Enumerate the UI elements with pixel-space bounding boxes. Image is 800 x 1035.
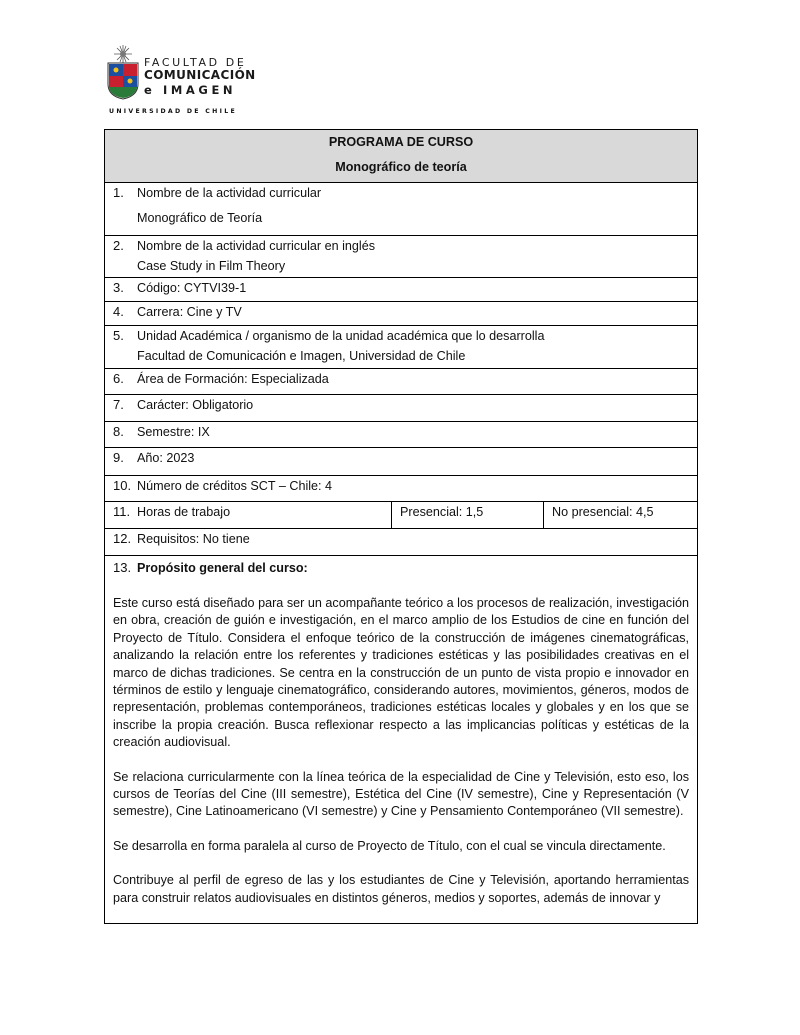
university-crest-icon	[107, 62, 139, 100]
faculty-logo	[107, 42, 257, 122]
academic-unit-value: Facultad de Comunicación e Imagen, Universidad de Chile	[137, 349, 466, 363]
row-work-hours: 11. Horas de trabajo	[105, 502, 392, 529]
logo-line-3: e IMAGEN	[144, 83, 237, 97]
row-course-purpose: 13. Propósito general del curso: Este curso está diseñado para ser un acompañante teórico a los procesos de realización, investigación en obra, creación de guión e investigación, en el marco amplio de los Estudios de cine en función del Proyecto de Título. Considera el enfoque teórico de la construcción de imágenes cinematográficas, analizando la relación entre los referentes y tradiciones estéticas y las posibilidades creativas en el marco de dichas tradiciones. Se centra en la construcción de un punto de vista propio e innovador en términos de estilo y lenguaje cinematográfico, considerando autores, movimientos, géneros, modos de representación, problemas contemporáneos, tradiciones estéticas locales y globales y en los que se inscribe la propia creación. Busca reflexionar respecto a las implicancias políticas y estéticas de la creación audiovisual. Se relaciona curricularmente con la línea teórica de la especialidad de Cine y Televisión, esto eso, los cursos de Teorías del Cine (III semestre), Estética del Cine (IV semestre), Cine y Representación (V semestre), Cine Latinoamericano (VI semestre) y Cine y Pensamiento Contemporáneo (VII semestre). Se desarrolla en forma paralela al curso de Proyecto de Título, con el cual se vincula directamente. Contribuye al perfil de egreso de las y los estudiantes de Cine y Televisión, aportando herramientas para construir relatos audiovisuales en distintos géneros, medios y soportes, además de innovar y	[105, 556, 698, 924]
row-credits: 10. Número de créditos SCT – Chile: 4	[105, 476, 698, 502]
non-presencial-hours: No presencial: 4,5	[544, 502, 698, 529]
row-requirements: 12. Requisitos: No tiene	[105, 529, 698, 556]
star-emblem-icon	[107, 44, 139, 64]
purpose-heading: Propósito general del curso:	[137, 561, 308, 575]
work-hours-label: Horas de trabajo	[137, 505, 231, 519]
credits-text: Número de créditos SCT – Chile: 4	[137, 479, 333, 493]
purpose-paragraph-2: Se relaciona curricularmente con la línea teórica de la especialidad de Cine y Televisión, esto eso, los cursos de Teorías del Cine (III semestre), Estética del Cine (IV semestre), Cine y Representación (V semestre), Cine Latinoamericano (VI semestre) y Cine y Pensamiento Contemporáneo (VII semestre).	[113, 769, 690, 819]
row-character: 7. Carácter: Obligatorio	[105, 395, 698, 422]
row-year: 9. Año: 2023	[105, 448, 698, 476]
table-header	[105, 130, 698, 183]
row-training-area: 6. Área de Formación: Especializada	[105, 369, 698, 395]
activity-name-label: Nombre de la actividad curricular	[137, 186, 322, 200]
purpose-paragraph-3: Se desarrolla en forma paralela al curso de Proyecto de Título, con el cual se vincula directamente.	[113, 838, 666, 853]
activity-name-value: Monográfico de Teoría	[137, 211, 263, 225]
row-academic-unit: 5. Unidad Académica / organismo de la unidad académica que lo desarrolla Facultad de Comunicación e Imagen, Universidad de Chile	[105, 326, 698, 369]
academic-unit-label: Unidad Académica / organismo de la unidad académica que lo desarrolla	[137, 329, 545, 343]
row-code: 3. Código: CYTVI39-1	[105, 278, 698, 302]
english-name-value: Case Study in Film Theory	[137, 259, 286, 273]
program-title: PROGRAMA DE CURSO	[328, 135, 474, 149]
course-program-table	[104, 129, 698, 924]
logo-line-2: COMUNICACIÓN	[144, 68, 256, 82]
logo-line-1: FACULTAD DE	[144, 56, 247, 69]
course-subtitle: Monográfico de teoría	[335, 160, 467, 174]
requirements-text: Requisitos: No tiene	[137, 532, 250, 546]
purpose-paragraph-1: Este curso está diseñado para ser un acompañante teórico a los procesos de realización, investigación en obra, creación de guión e investigación, en el marco amplio de los Estudios de cine en función del Proyecto de Título. Considera el enfoque teórico de la construcción de imágenes cinematográficas, analizando la relación entre los referentes y tradiciones estéticas y las posibilidades creativas en el marco de dichas tradiciones. Se centra en la construcción de un punto de vista propio e innovador en términos de estilo y lenguaje cinematográfico, considerando autores, movimientos, géneros, modos de representación, problemas contemporáneos, tradiciones estéticas locales y globales y en los que se inscribe la propia creación. Busca reflexionar respecto a las implicancias políticas y estéticas de la creación audiovisual.	[113, 596, 690, 750]
row-semester: 8. Semestre: IX	[105, 422, 698, 448]
presencial-hours: Presencial: 1,5	[392, 502, 544, 529]
logo-university: UNIVERSIDAD DE CHILE	[109, 108, 237, 115]
semester-text: Semestre: IX	[137, 425, 210, 439]
row-career: 4. Carrera: Cine y TV	[105, 302, 698, 326]
purpose-paragraph-4: Contribuye al perfil de egreso de las y los estudiantes de Cine y Televisión, aportando herramientas para construir relatos audiovisuales en distintos géneros, medios y soportes, además de innovar y	[113, 873, 690, 905]
row-activity-name: 1. Nombre de la actividad curricular Monográfico de Teoría	[105, 183, 698, 236]
character-text: Carácter: Obligatorio	[137, 398, 254, 412]
code-text: Código: CYTVI39-1	[137, 281, 247, 295]
career-text: Carrera: Cine y TV	[137, 305, 242, 319]
english-name-label: Nombre de la actividad curricular en inglés	[137, 239, 375, 253]
year-text: Año: 2023	[137, 451, 195, 465]
training-area-text: Área de Formación: Especializada	[137, 372, 329, 386]
row-activity-name-english: 2. Nombre de la actividad curricular en inglés Case Study in Film Theory	[105, 236, 698, 278]
